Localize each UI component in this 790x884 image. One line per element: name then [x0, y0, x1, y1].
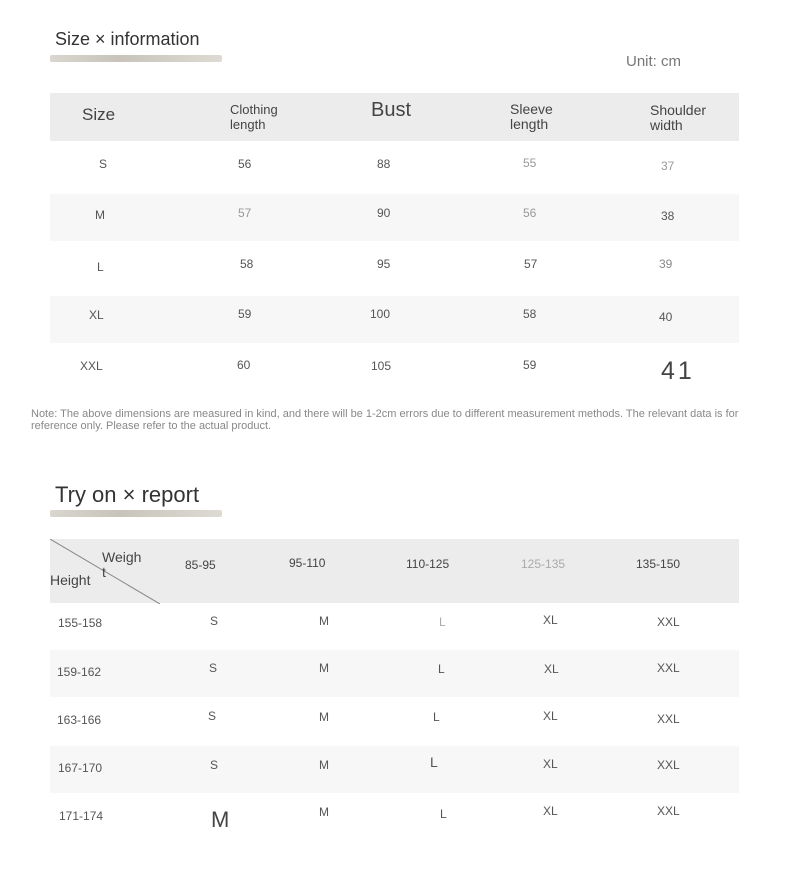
- corner-height-label: Height: [50, 572, 91, 588]
- cell-clothing-length: 56: [238, 157, 252, 171]
- size-row-m: [50, 194, 739, 241]
- header-shoulder-width: Shoulder width: [650, 102, 707, 133]
- cell-size-95-110: M: [319, 710, 329, 724]
- size-row-l: [50, 243, 739, 290]
- cell-sleeve-length: 59: [523, 358, 537, 372]
- cell-size-85-95: S: [209, 661, 218, 675]
- cell-sleeve-length: 57: [524, 257, 538, 271]
- cell-size-135-150: XXL: [657, 712, 680, 726]
- cell-bust: 100: [370, 307, 391, 321]
- cell-shoulder-width: 38: [661, 209, 675, 223]
- header-size: Size: [82, 105, 116, 124]
- try-on-row-155-158: [50, 603, 739, 650]
- try-on-table: [50, 539, 739, 839]
- weight-range-5: 135-150: [636, 557, 681, 571]
- cell-size-135-150: XXL: [657, 758, 680, 772]
- cell-sleeve-length: 58: [523, 307, 537, 321]
- cell-size-85-95: S: [210, 758, 219, 772]
- cell-size: XXL: [80, 359, 103, 373]
- cell-size-110-125: L: [433, 710, 440, 724]
- cell-height: 155-158: [58, 616, 103, 630]
- cell-height: 163-166: [57, 713, 102, 727]
- size-info-title: Size × information: [55, 29, 200, 49]
- cell-shoulder-width: 41: [661, 357, 695, 385]
- weight-range-2: 95-110: [289, 556, 326, 570]
- cell-shoulder-width: 37: [661, 159, 675, 173]
- cell-size-125-135: XL: [544, 662, 559, 676]
- cell-size-85-95: S: [208, 709, 217, 723]
- cell-size-95-110: M: [319, 661, 329, 675]
- corner-weight-label: Weigh t: [102, 549, 142, 580]
- header-clothing-length: Clothing length: [230, 102, 278, 132]
- cell-bust: 90: [377, 206, 391, 220]
- try-on-title-underline: [50, 510, 222, 517]
- cell-shoulder-width: 39: [659, 257, 673, 271]
- size-info-title-underline: [50, 55, 222, 62]
- try-on-row-163-166: [50, 697, 739, 744]
- cell-clothing-length: 60: [237, 358, 251, 372]
- cell-size: S: [99, 157, 108, 171]
- cell-sleeve-length: 55: [523, 156, 537, 170]
- cell-size-85-95: M: [211, 807, 230, 832]
- header-sleeve-length: Sleeve length: [510, 101, 553, 132]
- cell-size-95-110: M: [319, 758, 329, 772]
- cell-size-125-135: XL: [543, 757, 558, 771]
- cell-clothing-length: 57: [238, 206, 252, 220]
- cell-height: 159-162: [57, 665, 102, 679]
- cell-size: L: [97, 260, 104, 274]
- size-row-xxl: [50, 345, 739, 392]
- cell-size: M: [95, 208, 105, 222]
- cell-size-95-110: M: [319, 614, 329, 628]
- cell-size-135-150: XXL: [657, 615, 680, 629]
- weight-range-1: 85-95: [185, 558, 216, 572]
- cell-size-95-110: M: [319, 805, 329, 819]
- try-on-row-159-162: [50, 650, 739, 697]
- cell-size-135-150: XXL: [657, 661, 680, 675]
- weight-range-3: 110-125: [406, 557, 450, 571]
- unit-label: Unit: cm: [626, 53, 682, 70]
- weight-range-4: 125-135: [521, 557, 566, 571]
- cell-shoulder-width: 40: [659, 310, 673, 324]
- cell-size: XL: [89, 308, 104, 322]
- cell-size-110-125: L: [430, 754, 438, 770]
- measurement-note: Note: The above dimensions are measured in kind, and there will be 1-2cm errors due to different measurement methods. The relevant data is for reference only. Please refer to the actual product.: [31, 408, 739, 432]
- try-on-row-167-170: [50, 746, 739, 793]
- cell-clothing-length: 58: [240, 257, 254, 271]
- size-row-xl: [50, 296, 739, 343]
- cell-size-110-125: L: [438, 662, 445, 676]
- header-bust: Bust: [371, 99, 412, 121]
- cell-height: 171-174: [59, 809, 104, 823]
- try-on-row-171-174: [50, 793, 739, 840]
- cell-size-85-95: S: [210, 614, 219, 628]
- cell-size-125-135: XL: [543, 709, 558, 723]
- size-table: [50, 93, 739, 393]
- size-table-header: [50, 93, 739, 141]
- cell-size-125-135: XL: [543, 613, 558, 627]
- try-on-header: [50, 539, 739, 603]
- cell-sleeve-length: 56: [523, 206, 537, 220]
- cell-size-125-135: XL: [543, 804, 558, 818]
- cell-size-110-125: L: [439, 615, 446, 629]
- cell-size-110-125: L: [440, 807, 447, 821]
- cell-bust: 88: [377, 157, 391, 171]
- cell-size-135-150: XXL: [657, 804, 680, 818]
- size-row-s: [50, 141, 739, 188]
- cell-bust: 105: [371, 359, 392, 373]
- cell-height: 167-170: [58, 761, 103, 775]
- cell-clothing-length: 59: [238, 307, 252, 321]
- cell-bust: 95: [377, 257, 391, 271]
- try-on-title: Try on × report: [55, 482, 200, 507]
